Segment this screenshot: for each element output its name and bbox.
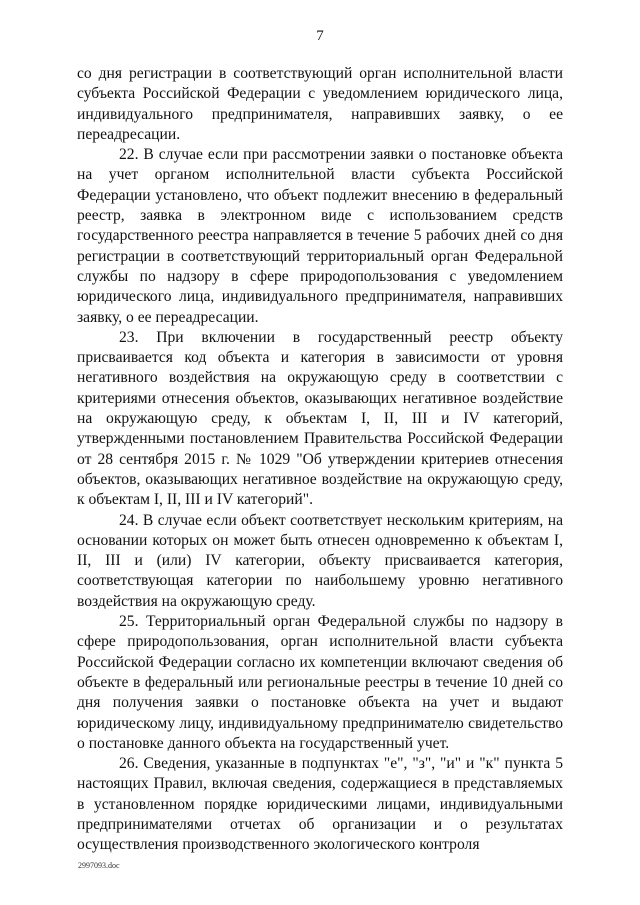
paragraph-24: 24. В случае если объект соответствует нескольким критериям, на основании которых он может быть отнесен одновременно к объектам I, II, III и (или) IV категории, объекту присваивается категория, соответствующая категории по наибольшему уровню негативного воздействия на окружающую среду. bbox=[77, 511, 563, 610]
paragraph-26: 26. Сведения, указанные в подпунктах "е", "з", "и" и "к" пункта 5 настоящих Правил, включая сведения, содержащиеся в представляемых в установленном порядке юридическими лицами, индивидуальными предпринимателями отчетах об организации и о результатах осуществления производственного экологического контроля bbox=[77, 755, 563, 854]
document-body bbox=[77, 64, 563, 856]
paragraph-23: 23. При включении в государственный реестр объекту присваивается код объекта и категория в зависимости от уровня негативного воздействия на окружающую среду в соответствии с критериями отнесения объектов, оказывающих негативное воздействие на окружающую среду, к объектам I, II, III и IV категорий, утвержденными постановлением Правительства Российской Федерации от 28 сентября 2015 г. № 1029 "Об утверждении критериев отнесения объектов, оказывающих негативное воздействие на окружающую среду, к объектам I, II, III и IV категорий". bbox=[77, 328, 563, 509]
paragraph-22: 22. В случае если при рассмотрении заявки о постановке объекта на учет органом исполнительной власти субъекта Российской Федерации установлено, что объект подлежит внесению в федеральный реестр, заявка в электронном виде с использованием средств государственного реестра направляется в течение 5 рабочих дней со дня регистрации в соответствующий территориальный орган Федеральной службы по надзору в сфере природопользования с уведомлением юридического лица, индивидуального предпринимателя, направивших заявку, о ее переадресации. bbox=[77, 146, 563, 326]
footer-file-code: 2997093.doc bbox=[78, 861, 120, 870]
page-number: 7 bbox=[316, 28, 324, 44]
paragraph-25: 25. Территориальный орган Федеральной службы по надзору в сфере природопользования, орган исполнительной власти субъекта Российской Федерации согласно их компетенции включают сведения об объекте в федеральный или региональные реестры в течение 10 дней со дня получения заявки о постановке объекта на учет и выдают юридическому лицу, индивидуальному предпринимателю свидетельство о постановке данного объекта на государственный учет. bbox=[77, 613, 563, 752]
paragraph-continuation: со дня регистрации в соответствующий орган исполнительной власти субъекта Российской Федерации с уведомлением юридического лица, индивидуального предпринимателя, направивших заявку, о ее переадресации. bbox=[77, 65, 563, 143]
